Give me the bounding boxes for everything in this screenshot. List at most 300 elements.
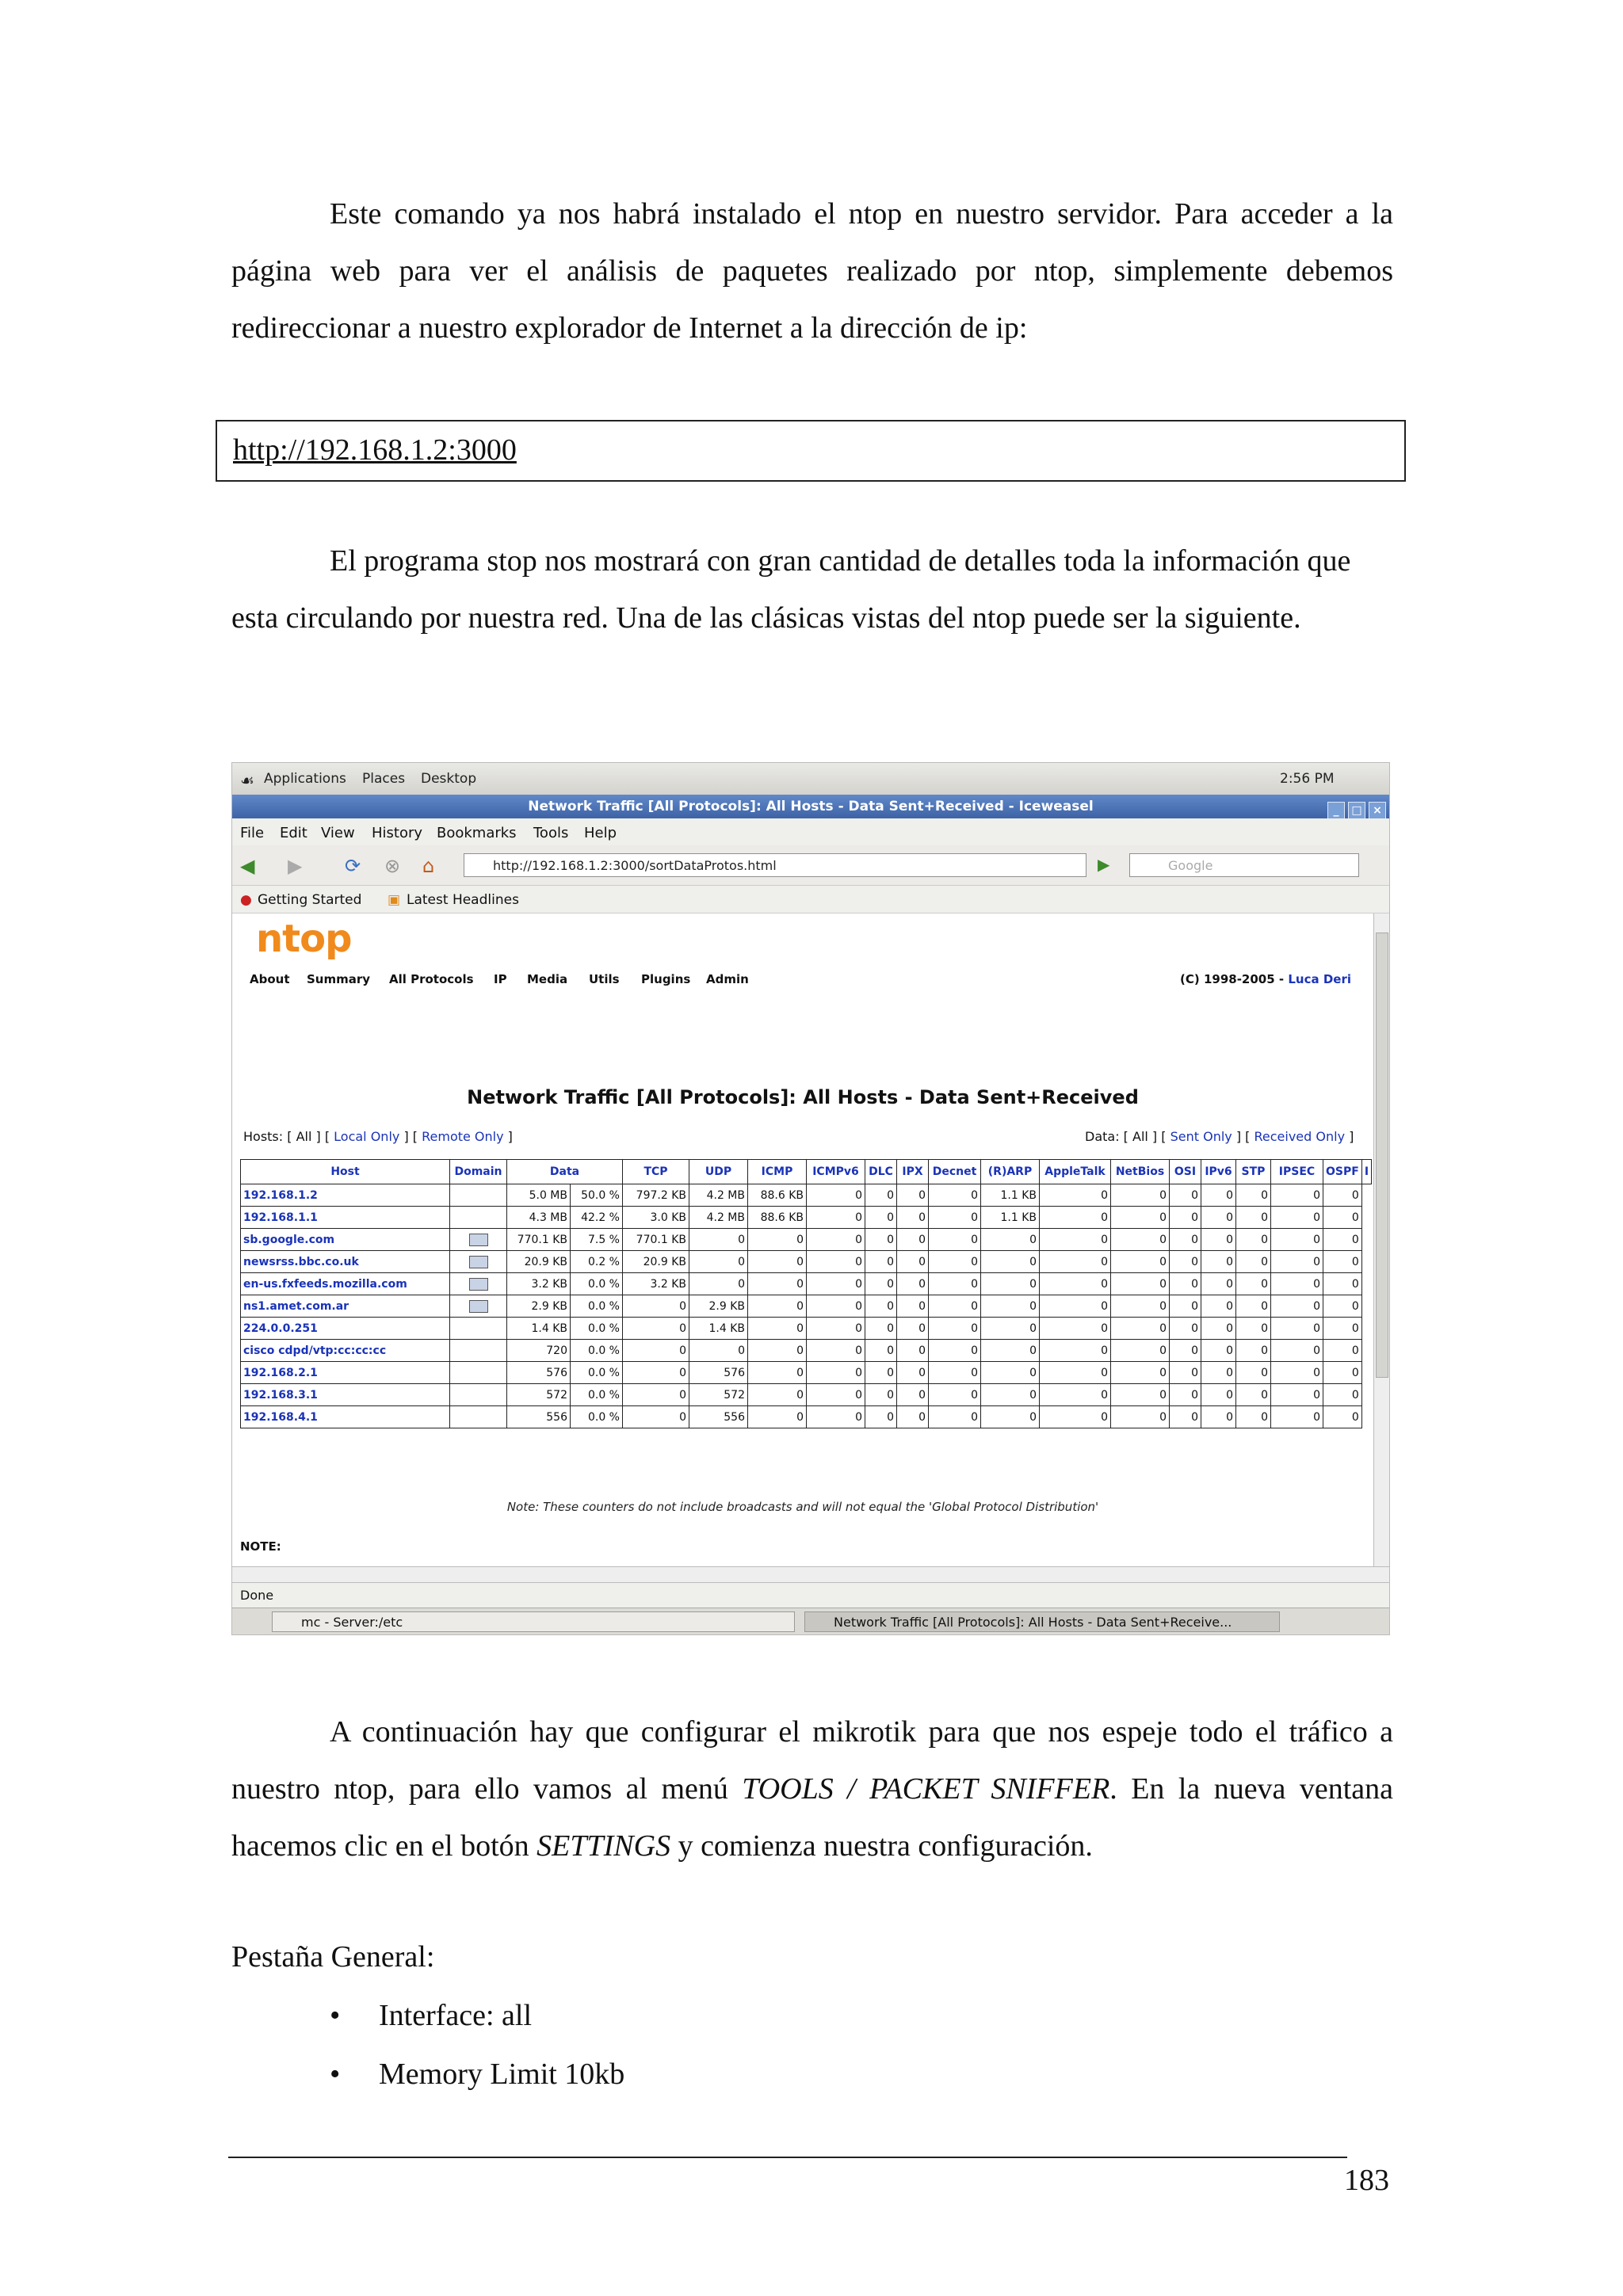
domain-cell: [450, 1229, 507, 1251]
table-cell: 0: [1323, 1251, 1362, 1273]
domain-cell: [450, 1384, 507, 1406]
table-cell: 0: [929, 1184, 981, 1207]
home-icon[interactable]: ⌂: [422, 855, 435, 877]
table-cell: 0: [1170, 1384, 1201, 1406]
table-cell: 0: [981, 1318, 1040, 1340]
column-header[interactable]: ICMPv6: [807, 1160, 865, 1184]
nav-summary[interactable]: Summary: [307, 972, 371, 986]
table-cell: 0: [1040, 1273, 1111, 1295]
domain-cell: [450, 1251, 507, 1273]
search-input[interactable]: Google: [1129, 853, 1359, 877]
clock: 2:56 PM: [1280, 771, 1335, 787]
table-cell: 0: [897, 1340, 929, 1362]
domain-cell: [450, 1340, 507, 1362]
table-cell: 0: [1170, 1318, 1201, 1340]
column-header[interactable]: AppleTalk: [1040, 1160, 1111, 1184]
nav-all-protocols[interactable]: All Protocols: [389, 972, 474, 986]
table-cell: 0: [1323, 1207, 1362, 1229]
table-cell: 0: [1170, 1251, 1201, 1273]
table-cell: 0: [748, 1384, 807, 1406]
data-sent-link[interactable]: Sent Only: [1170, 1129, 1232, 1144]
third-paragraph-part1: A continuación hay que configurar el mikrotik para que nos espeje todo el tráfico a nuestro ntop, para ello vamos al menú: [231, 1715, 1393, 1806]
menu-view[interactable]: View: [321, 825, 355, 841]
table-cell: 0: [929, 1340, 981, 1362]
host-link[interactable]: 192.168.2.1: [241, 1362, 450, 1384]
table-cell: 0: [1201, 1273, 1236, 1295]
table-cell: 0: [865, 1406, 897, 1428]
column-header[interactable]: (R)ARP: [981, 1160, 1040, 1184]
column-header[interactable]: Data: [507, 1160, 623, 1184]
table-cell: 0.0 %: [571, 1406, 623, 1428]
window-title: Network Traffic [All Protocols]: All Hosts - Data Sent+Received - Iceweasel: [528, 799, 1094, 814]
copyright-prefix: (C) 1998-2005 -: [1180, 972, 1289, 986]
table-cell: 0: [865, 1318, 897, 1340]
host-link[interactable]: 224.0.0.251: [241, 1318, 450, 1340]
hosts-local-link[interactable]: Local Only: [334, 1129, 400, 1144]
table-cell: 0: [1170, 1295, 1201, 1318]
task-browser[interactable]: Network Traffic [All Protocols]: All Hosts - Data Sent+Receive...: [804, 1611, 1280, 1632]
table-cell: 556: [507, 1406, 571, 1428]
note-label: NOTE:: [240, 1539, 281, 1554]
table-cell: 0: [1170, 1207, 1201, 1229]
table-cell: 0: [1236, 1295, 1271, 1318]
table-cell: 0: [929, 1273, 981, 1295]
ntop-logo: ntop: [256, 917, 352, 961]
menu-help[interactable]: Help: [584, 825, 617, 841]
hosts-label: Hosts: [ All ] [: [243, 1129, 334, 1144]
table-cell: 0: [623, 1318, 689, 1340]
table-cell: 0: [807, 1229, 865, 1251]
country-flag-icon: [469, 1278, 488, 1291]
table-cell: 0: [1111, 1318, 1170, 1340]
table-cell: 0: [748, 1295, 807, 1318]
table-cell: 0: [1040, 1362, 1111, 1384]
table-cell: 0: [865, 1384, 897, 1406]
getting-started-icon: ●: [240, 892, 252, 908]
rss-icon: ▣: [388, 892, 401, 908]
table-cell: 0: [897, 1295, 929, 1318]
table-cell: 797.2 KB: [623, 1184, 689, 1207]
table-cell: 0: [807, 1251, 865, 1273]
hosts-sep: ] [: [399, 1129, 422, 1144]
table-cell: 0: [897, 1184, 929, 1207]
menu-history[interactable]: History: [372, 825, 423, 841]
host-link[interactable]: sb.google.com: [241, 1229, 450, 1251]
address-bar[interactable]: http://192.168.1.2:3000/sortDataProtos.html: [464, 853, 1086, 877]
country-flag-icon: [469, 1256, 488, 1268]
table-cell: 7.5 %: [571, 1229, 623, 1251]
column-header[interactable]: Domain: [450, 1160, 507, 1184]
table-cell: 3.0 KB: [623, 1207, 689, 1229]
table-cell: 0: [689, 1340, 748, 1362]
intro-paragraph: Este comando ya nos habrá instalado el ntop en nuestro servidor. Para acceder a la página web para ver el análisis de paquetes realizado por ntop, simplemente debemos redireccionar a nuestro explorador de Internet a la dirección de ip:: [231, 197, 1393, 345]
table-cell: 1.4 KB: [689, 1318, 748, 1340]
table-cell: 0: [865, 1273, 897, 1295]
column-header[interactable]: UDP: [689, 1160, 748, 1184]
table-row: [241, 1273, 1372, 1295]
table-cell: 0: [1271, 1207, 1323, 1229]
table-cell: 0: [897, 1406, 929, 1428]
table-cell: 0: [1271, 1273, 1323, 1295]
table-cell: 0: [1236, 1340, 1271, 1362]
bookmark-getting-started[interactable]: Getting Started: [258, 892, 362, 908]
table-row: [241, 1318, 1372, 1340]
table-cell: 0: [1170, 1362, 1201, 1384]
table-cell: 3.2 KB: [623, 1273, 689, 1295]
table-row: [241, 1362, 1372, 1384]
table-cell: 0: [1040, 1251, 1111, 1273]
table-cell: 0: [1271, 1184, 1323, 1207]
table-cell: 0: [807, 1362, 865, 1384]
column-header[interactable]: I: [1361, 1160, 1371, 1184]
table-cell: 0: [1040, 1340, 1111, 1362]
host-link[interactable]: en-us.fxfeeds.mozilla.com: [241, 1273, 450, 1295]
table-cell: 0: [1236, 1318, 1271, 1340]
table-row: [241, 1406, 1372, 1428]
data-label: Data: [ All ] [: [1085, 1129, 1170, 1144]
table-cell: 0: [1201, 1318, 1236, 1340]
column-header[interactable]: OSPF: [1323, 1160, 1362, 1184]
stop-icon[interactable]: ⊗: [384, 855, 401, 877]
table-cell: 2.9 KB: [507, 1295, 571, 1318]
table-cell: 0: [1271, 1384, 1323, 1406]
footer-rule: [228, 2157, 1347, 2158]
table-cell: 0: [1111, 1273, 1170, 1295]
table-cell: 0: [1271, 1406, 1323, 1428]
table-cell: 0: [807, 1184, 865, 1207]
host-link[interactable]: 192.168.1.2: [241, 1184, 450, 1207]
maximize-icon[interactable]: □: [1348, 802, 1365, 819]
table-cell: 770.1 KB: [623, 1229, 689, 1251]
gnome-panel: [232, 763, 1389, 795]
table-cell: 0: [1111, 1384, 1170, 1406]
table-cell: 0: [1111, 1362, 1170, 1384]
table-cell: 0: [1271, 1229, 1323, 1251]
table-cell: 0: [1040, 1229, 1111, 1251]
bookmark-latest-headlines[interactable]: Latest Headlines: [407, 892, 519, 908]
table-cell: 0: [1271, 1251, 1323, 1273]
table-row: [241, 1207, 1372, 1229]
table-cell: 0: [748, 1318, 807, 1340]
table-cell: 0: [623, 1362, 689, 1384]
taskbar: [232, 1608, 1389, 1635]
table-cell: 0: [748, 1406, 807, 1428]
table-cell: 0: [748, 1340, 807, 1362]
close-icon[interactable]: ×: [1369, 802, 1386, 819]
table-cell: 0: [1323, 1406, 1362, 1428]
table-cell: 720: [507, 1340, 571, 1362]
gnome-foot-icon: ☙: [240, 771, 254, 790]
domain-cell: [450, 1273, 507, 1295]
table-cell: 0.0 %: [571, 1362, 623, 1384]
page-content: [232, 913, 1373, 1566]
host-link[interactable]: newsrss.bbc.co.uk: [241, 1251, 450, 1273]
table-cell: 0: [1236, 1406, 1271, 1428]
table-cell: 0: [623, 1384, 689, 1406]
column-header[interactable]: IPX: [897, 1160, 929, 1184]
go-icon[interactable]: ▶: [1098, 855, 1110, 874]
reload-icon[interactable]: ⟳: [345, 855, 361, 877]
table-cell: 0: [929, 1384, 981, 1406]
traffic-heading: Network Traffic [All Protocols]: All Hosts - Data Sent+Received: [467, 1086, 1139, 1108]
table-cell: 0: [1201, 1406, 1236, 1428]
table-cell: 0: [981, 1251, 1040, 1273]
ntop-url-link[interactable]: http://192.168.1.2:3000: [233, 433, 517, 467]
column-header[interactable]: DLC: [865, 1160, 897, 1184]
table-cell: 0: [897, 1362, 929, 1384]
places-menu[interactable]: Places: [362, 771, 406, 787]
menu-bookmarks[interactable]: Bookmarks: [437, 825, 517, 841]
table-cell: 576: [507, 1362, 571, 1384]
table-cell: 0: [623, 1340, 689, 1362]
table-cell: 0: [623, 1295, 689, 1318]
table-cell: 0: [1111, 1340, 1170, 1362]
table-cell: 0: [1170, 1229, 1201, 1251]
table-cell: 0: [1040, 1184, 1111, 1207]
table-cell: 5.0 MB: [507, 1184, 571, 1207]
column-header[interactable]: STP: [1236, 1160, 1271, 1184]
table-cell: 0: [807, 1406, 865, 1428]
host-link[interactable]: cisco cdpd/vtp:cc:cc:cc: [241, 1340, 450, 1362]
country-flag-icon: [469, 1300, 488, 1313]
host-link[interactable]: 192.168.1.1: [241, 1207, 450, 1229]
table-cell: 0: [929, 1295, 981, 1318]
tools-packet-sniffer: TOOLS / PACKET SNIFFER: [742, 1772, 1110, 1806]
url-box: [216, 420, 1406, 482]
table-cell: 0: [865, 1229, 897, 1251]
table-cell: 0: [807, 1207, 865, 1229]
table-cell: 0: [1271, 1340, 1323, 1362]
applications-menu[interactable]: Applications: [264, 771, 346, 787]
table-cell: 0: [1201, 1384, 1236, 1406]
traffic-table: [240, 1159, 1372, 1428]
table-cell: 50.0 %: [571, 1184, 623, 1207]
nav-ip[interactable]: IP: [494, 972, 507, 986]
table-cell: 0: [1170, 1273, 1201, 1295]
table-cell: 0: [929, 1318, 981, 1340]
host-link[interactable]: 192.168.3.1: [241, 1384, 450, 1406]
table-cell: 0: [1040, 1295, 1111, 1318]
data-end: ]: [1345, 1129, 1354, 1144]
table-cell: 1.4 KB: [507, 1318, 571, 1340]
table-cell: 0: [689, 1273, 748, 1295]
menu-tools[interactable]: Tools: [533, 825, 569, 841]
table-cell: 0: [1201, 1184, 1236, 1207]
vertical-scrollbar[interactable]: [1373, 913, 1390, 1566]
table-cell: 0: [807, 1384, 865, 1406]
table-cell: 0.0 %: [571, 1318, 623, 1340]
table-cell: 0: [1323, 1362, 1362, 1384]
table-cell: 88.6 KB: [748, 1207, 807, 1229]
table-cell: 0: [807, 1318, 865, 1340]
menu-file[interactable]: File: [240, 825, 265, 841]
table-cell: 0: [981, 1384, 1040, 1406]
table-cell: 0: [807, 1295, 865, 1318]
table-cell: 0: [1170, 1184, 1201, 1207]
status-bar: Done: [232, 1582, 1389, 1608]
table-cell: 0: [1040, 1384, 1111, 1406]
desktop-menu[interactable]: Desktop: [421, 771, 477, 787]
table-cell: 0: [1323, 1318, 1362, 1340]
bookmarks-toolbar: [232, 886, 1389, 913]
column-header[interactable]: Decnet: [929, 1160, 981, 1184]
domain-cell: [450, 1295, 507, 1318]
table-cell: 0: [1040, 1318, 1111, 1340]
bullet-interface: Interface: all: [379, 1999, 533, 2032]
task-terminal[interactable]: mc - Server:/etc: [272, 1611, 795, 1632]
table-cell: 0: [1323, 1384, 1362, 1406]
table-cell: 0: [981, 1406, 1040, 1428]
ntop-screenshot: [231, 762, 1390, 1635]
table-cell: 0: [1201, 1251, 1236, 1273]
table-cell: 0: [865, 1184, 897, 1207]
column-header[interactable]: Host: [241, 1160, 450, 1184]
table-cell: 0: [1271, 1295, 1323, 1318]
back-icon[interactable]: ◀: [240, 855, 255, 877]
table-row: [241, 1295, 1372, 1318]
window-titlebar: [232, 795, 1389, 818]
forward-icon[interactable]: ▶: [288, 855, 303, 877]
table-cell: 0: [865, 1340, 897, 1362]
table-cell: 0: [807, 1340, 865, 1362]
table-cell: 0: [981, 1340, 1040, 1362]
menu-bar: [232, 818, 1389, 845]
host-link[interactable]: ns1.amet.com.ar: [241, 1295, 450, 1318]
table-cell: 0: [865, 1295, 897, 1318]
table-cell: 0: [981, 1229, 1040, 1251]
table-cell: 0: [748, 1251, 807, 1273]
table-cell: 0: [865, 1251, 897, 1273]
table-row: [241, 1184, 1372, 1207]
table-cell: 572: [689, 1384, 748, 1406]
domain-cell: [450, 1406, 507, 1428]
table-cell: 0: [897, 1251, 929, 1273]
host-link[interactable]: 192.168.4.1: [241, 1406, 450, 1428]
table-cell: 0: [689, 1229, 748, 1251]
hosts-end: ]: [503, 1129, 513, 1144]
nav-about[interactable]: About: [250, 972, 290, 986]
table-row: [241, 1251, 1372, 1273]
table-cell: 0: [897, 1273, 929, 1295]
column-header[interactable]: NetBios: [1111, 1160, 1170, 1184]
table-cell: 4.3 MB: [507, 1207, 571, 1229]
second-paragraph: El programa stop nos mostrará con gran cantidad de detalles toda la información que esta circulando por nuestra red. Una de las clásicas vistas del ntop puede ser la siguiente.: [231, 544, 1351, 635]
table-cell: 3.2 KB: [507, 1273, 571, 1295]
table-cell: 0: [748, 1229, 807, 1251]
settings-label: SETTINGS: [537, 1829, 671, 1863]
table-cell: 0: [1236, 1362, 1271, 1384]
table-row: [241, 1340, 1372, 1362]
table-cell: 0.2 %: [571, 1251, 623, 1273]
nav-admin[interactable]: Admin: [706, 972, 749, 986]
domain-cell: [450, 1207, 507, 1229]
table-cell: 0: [1170, 1340, 1201, 1362]
table-row: [241, 1229, 1372, 1251]
third-paragraph: [231, 1703, 1393, 1875]
column-header[interactable]: ICMP: [748, 1160, 807, 1184]
domain-cell: [450, 1184, 507, 1207]
table-cell: 1.1 KB: [981, 1207, 1040, 1229]
table-cell: 0: [1201, 1340, 1236, 1362]
table-cell: 0.0 %: [571, 1340, 623, 1362]
table-cell: 1.1 KB: [981, 1184, 1040, 1207]
menu-edit[interactable]: Edit: [280, 825, 307, 841]
column-header[interactable]: TCP: [623, 1160, 689, 1184]
bullet-icon: •: [330, 2058, 341, 2091]
table-cell: 0: [1236, 1184, 1271, 1207]
horizontal-scrollbar[interactable]: [232, 1566, 1389, 1583]
table-cell: 0.0 %: [571, 1384, 623, 1406]
table-cell: 0: [807, 1273, 865, 1295]
table-cell: 0: [929, 1406, 981, 1428]
table-cell: 0: [748, 1273, 807, 1295]
table-cell: 0: [981, 1295, 1040, 1318]
table-cell: 0.0 %: [571, 1273, 623, 1295]
table-cell: 2.9 KB: [689, 1295, 748, 1318]
data-received-link[interactable]: Received Only: [1254, 1129, 1346, 1144]
nav-plugins[interactable]: Plugins: [641, 972, 691, 986]
copyright: [1180, 972, 1351, 986]
table-cell: 0: [1323, 1184, 1362, 1207]
domain-cell: [450, 1362, 507, 1384]
table-cell: 0: [929, 1207, 981, 1229]
table-cell: 0: [1236, 1229, 1271, 1251]
table-cell: 0: [929, 1229, 981, 1251]
column-header[interactable]: OSI: [1170, 1160, 1201, 1184]
table-cell: 0: [1111, 1251, 1170, 1273]
minimize-icon[interactable]: _: [1327, 802, 1345, 819]
table-cell: 0: [623, 1406, 689, 1428]
nav-utils[interactable]: Utils: [589, 972, 620, 986]
table-cell: 0: [689, 1251, 748, 1273]
column-header[interactable]: IPSEC: [1271, 1160, 1323, 1184]
third-paragraph-part3: y comienza nuestra configuración.: [670, 1829, 1093, 1863]
table-cell: 556: [689, 1406, 748, 1428]
table-cell: 0: [929, 1251, 981, 1273]
author-link[interactable]: Luca Deri: [1288, 972, 1351, 986]
table-cell: 0: [1111, 1229, 1170, 1251]
table-note: Note: These counters do not include broadcasts and will not equal the 'Global Protocol Distribution': [506, 1500, 1099, 1514]
table-cell: 0: [1236, 1207, 1271, 1229]
table-cell: 770.1 KB: [507, 1229, 571, 1251]
table-cell: 0: [1323, 1273, 1362, 1295]
navigation-toolbar: [232, 845, 1389, 886]
country-flag-icon: [469, 1234, 488, 1246]
table-cell: 0: [1323, 1229, 1362, 1251]
table-row: [241, 1384, 1372, 1406]
table-cell: 0: [1236, 1251, 1271, 1273]
table-cell: 0: [929, 1362, 981, 1384]
table-cell: 0: [1040, 1207, 1111, 1229]
table-cell: 0: [1271, 1362, 1323, 1384]
domain-cell: [450, 1318, 507, 1340]
table-cell: 0.0 %: [571, 1295, 623, 1318]
column-header[interactable]: IPv6: [1201, 1160, 1236, 1184]
hosts-filter: [243, 1129, 513, 1144]
table-cell: 20.9 KB: [623, 1251, 689, 1273]
table-cell: 0: [897, 1207, 929, 1229]
table-cell: 0: [1236, 1273, 1271, 1295]
hosts-remote-link[interactable]: Remote Only: [422, 1129, 504, 1144]
table-cell: 0: [1111, 1207, 1170, 1229]
data-filter: [1085, 1129, 1354, 1144]
table-cell: 0: [1201, 1207, 1236, 1229]
nav-media[interactable]: Media: [527, 972, 568, 986]
table-cell: 0: [897, 1229, 929, 1251]
table-cell: 42.2 %: [571, 1207, 623, 1229]
bullet-icon: •: [330, 1999, 341, 2032]
table-cell: 0: [1201, 1229, 1236, 1251]
